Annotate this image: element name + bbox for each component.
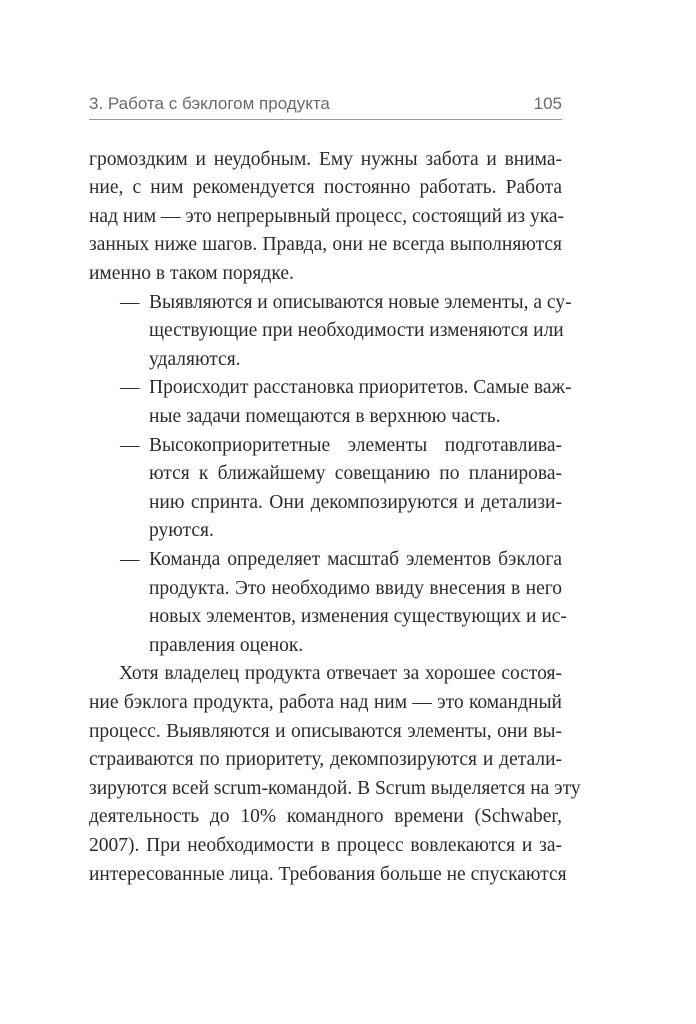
text-line: над ним — это непрерывный процесс, состоящий из ука- xyxy=(89,205,565,227)
text-line: Высокоприоритетные элементы подготавлива- xyxy=(149,434,562,456)
dash-bullet-icon: — xyxy=(120,549,140,570)
text-line: Хотя владелец продукта отвечает за хорошее состоя- xyxy=(119,663,562,685)
text-line: Происходит расстановка приоритетов. Самые важ- xyxy=(149,377,572,399)
text-line: ние, с ним рекомендуется постоянно работать. Работа xyxy=(89,177,562,199)
text-line: ные задачи помещаются в верхнюю часть. xyxy=(149,406,501,428)
text-line: 2007). При необходимости в процесс вовлекаются и за- xyxy=(89,834,562,856)
text-line: правления оценок. xyxy=(149,634,304,656)
text-line: ществующие при необходимости изменяются или xyxy=(149,320,564,342)
text-line: ются к ближайшему совещанию по планирова- xyxy=(149,463,562,485)
text-line: новых элементов, изменения существующих и ис- xyxy=(149,606,567,628)
page-body xyxy=(89,146,581,889)
chapter-title: 3. Работа с бэклогом продукта xyxy=(89,94,330,113)
paragraph xyxy=(89,660,581,889)
list-item xyxy=(89,374,572,431)
dash-bullet-icon: — xyxy=(120,377,140,399)
dash-bullet-icon: — xyxy=(120,291,140,313)
dash-bullet-icon: — xyxy=(120,434,140,456)
text-line: именно в таком порядке. xyxy=(89,263,294,285)
list-item xyxy=(89,546,567,660)
text-line: Выявляются и описываются новые элементы, а су- xyxy=(149,291,572,313)
text-line: продукта. Это необходимо ввиду внесения в него xyxy=(149,577,562,599)
text-line: громоздким и неудобным. Ему нужны забота и внима- xyxy=(89,148,562,170)
text-line: процесс. Выявляются и описываются элементы, они вы- xyxy=(89,720,562,742)
text-line: нию спринта. Они декомпозируются и детализи- xyxy=(149,491,562,513)
text-line: Команда определяет масштаб элементов бэклога xyxy=(149,549,562,570)
text-line: деятельность до 10% командного времени (Schwaber, xyxy=(89,806,562,828)
list-item xyxy=(89,289,572,375)
text-line: ние бэклога продукта, работа над ним — это командный xyxy=(89,691,562,713)
list-item xyxy=(89,432,562,546)
text-line: руются. xyxy=(149,520,214,542)
text-line: удаляются. xyxy=(149,348,241,370)
text-line: страиваются по приоритету, декомпозируются и детали- xyxy=(89,749,562,771)
bullet-list xyxy=(89,289,572,661)
text-line: зируются всей scrum-командой. В Scrum выделяется на эту xyxy=(89,777,581,799)
header-rule xyxy=(89,119,562,120)
page-number: 105 xyxy=(533,94,562,113)
paragraph xyxy=(89,146,565,289)
text-line: интересованные лица. Требования больше не спускаются xyxy=(89,863,567,885)
text-line: занных ниже шагов. Правда, они не всегда выполняются xyxy=(89,234,562,256)
